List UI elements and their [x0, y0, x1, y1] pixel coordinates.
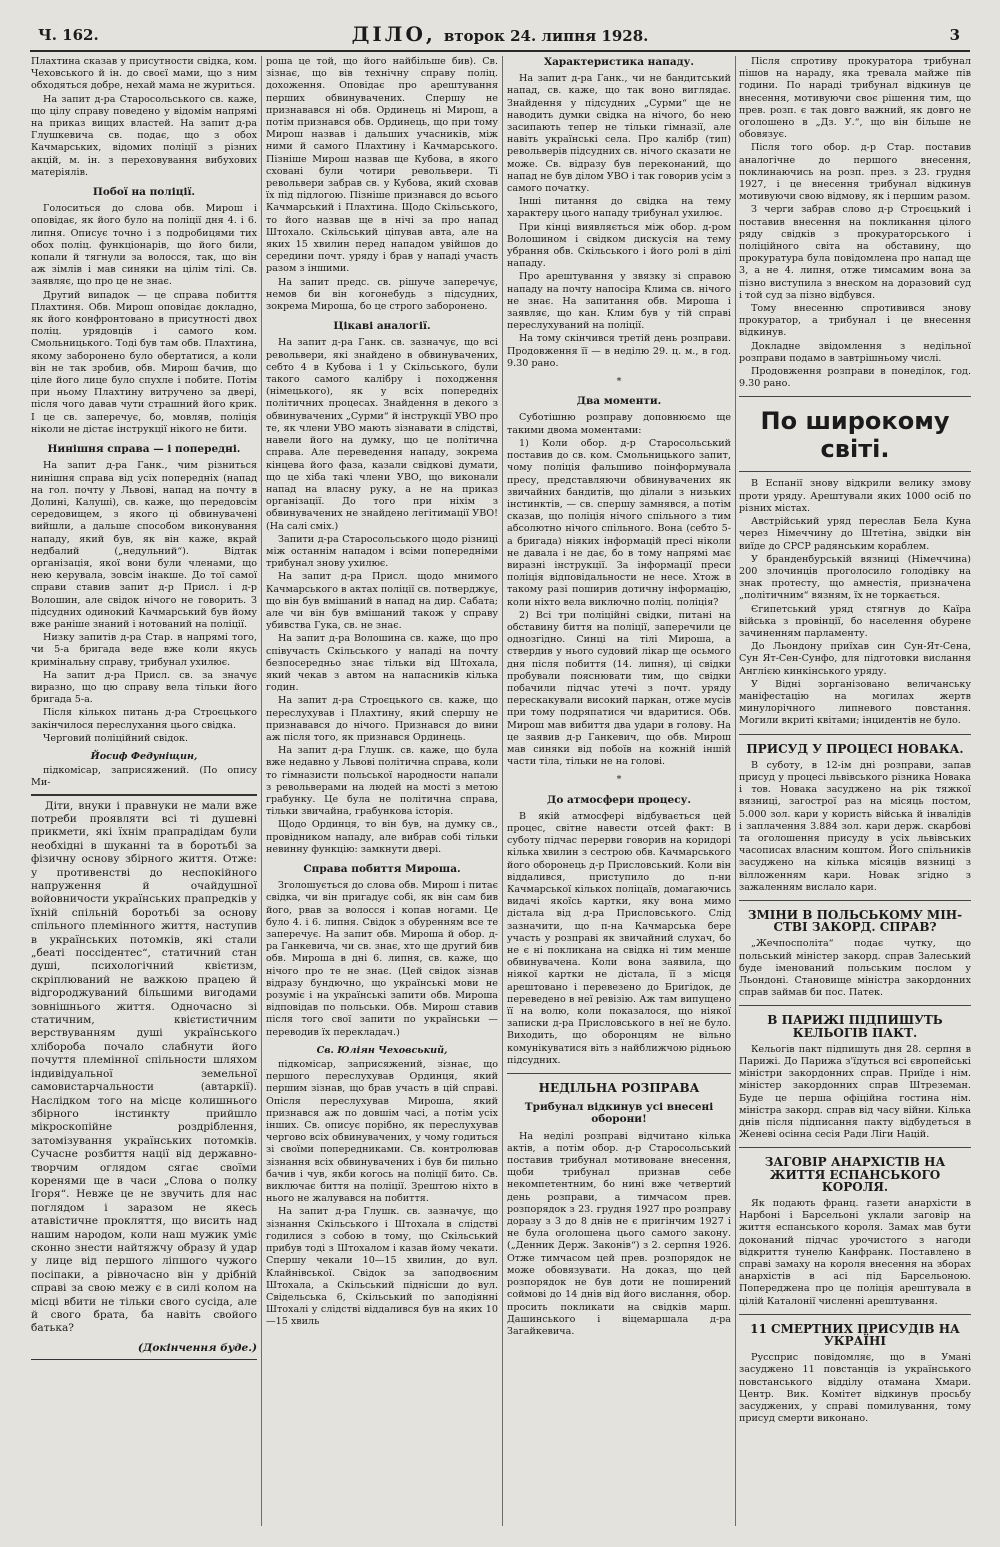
paragraph: На запит предс. св. рішуче заперечує, немов би він когонебудь з підсудних, зокрема Мироша, бо це строго заборонено. — [266, 276, 498, 313]
rule — [739, 734, 971, 735]
paragraph: На запит д-ра Строєцького св. каже, що переслухував і Плахтину, який спершу не признавався до нічого. Признався до вини аж після того, як признався Ординець. — [266, 695, 498, 743]
paragraph: Низку запитів д-ра Стар. в напрямі того, чи 5-а бригада веде вже коли якусь кримінальну справу, трибунал ухилює. — [31, 632, 257, 668]
paragraph: При кінці виявляється між обор. д-ром Волошином і свідком дискусія на тему убрання обв. Скільського і його ролі в ділі нападу. — [507, 221, 731, 270]
paragraph: На запит д-ра Ганк., чи не бандитський напад, св. каже, що так воно виглядає. Знайдення у підсудних „Сурми“ ще не наводить думки свідка на нічого, бо нею засипають тепер не тільки гімназії, але навіть українські села. Про калібр (тип) револьверів підсудних св. нічого сказати не може. Св. відразу був переконаний, що напад не був ділом УВО і так говорив усім з самого початку. — [507, 73, 731, 195]
issue-number: Ч. 162. — [38, 26, 99, 44]
witness-name: Св. Юліян Чеховський, — [316, 1044, 448, 1056]
paragraph: Докладне звідомлення з недільної розправи подамо в завтрішньому числі. — [739, 340, 971, 364]
feature-paragraph: Діти, внуки і правнуки не мали вже потреби проявляти всі ті душевні прикмети, які їхнім прапрадідам були необхідні в шуканні та в боротьбі за фізичну основу збірного життя. Отже: у противенстві до неспокійного напруження й очайдушної войовничости українських прапредків у їхній спільній боротьбі за основу спільного племінного життя, наступив в українських потомків, які стали „беаті поссідентес“, статичний стан душі, психологічний квієтизм, скріплюваний не важкою працею й відгороджуваний більшими вигодами зовнішнього життя. Одночасно зі статичним, квієтистичним верствуванням душі українського хлібороба почало слабнути його почуття племінної спільности шляхом індивідуальної земельної самовистарчальности (автаркії). Наслідком того на місце колишнього збірного інстинкту прийшло мікроскопійне роздріблення, затомізування українських потомків. Сучасне розбиття нації від державно-творчим оглядом сягає своїми коренями ще в часи „Слова о полку Ігоря“. Невже це не звучить для нас поглядом і заразом не якесь атавістичне прокляття, що висить над нашим народом, коли наш мужик уміє сконно знести найтяжчу образу й удар у лице від першого ліпшого чужого посіпаки, а рівночасно він у дрібній справі за свою межу є в силі колом на місці вбити не тільки свого сусіда, але й свого брата, ба навіть свойого батька? — [31, 799, 257, 1335]
news-item: У Відні зорганізовано величанську маніфестацію на могилах жертв минулорічного липневого повстання. Могили вкриті квітами; інцидентів не було. — [739, 678, 971, 727]
continuation-note: (Докінчення буде.) — [137, 1341, 257, 1354]
paragraph: Після того обор. д-р Стар. поставив аналогічне до першого внесення, поклинаючись на розп. през. з 23. грудня 1927, і це внесення трибунал відкинув мотивуючи свою відмову, як і першим разом. — [739, 142, 971, 203]
rule — [739, 1147, 971, 1148]
paragraph: Тому внесенню спротивився знову прокуратор, а трибунал і це внесення відкинув. — [739, 303, 971, 339]
rule — [739, 396, 971, 397]
article-heading: 11 СМЕРТНИХ ПРИСУДІВ НА УКРАЇНІ — [750, 1321, 960, 1349]
column-separator — [261, 56, 262, 1526]
paragraph: На запит д-ра Ганк. св. зазначує, що всі револьвери, які знайдено в обвинувачених, себто 4 в Кубова і 1 у Скільського, були такого самого калібру і походження (німецького), як у всіх попередніх політичних процесах. Знайдення в декого з обвинувачених „Сурми“ й інструкції УВО про те, як члени УВО мають зізнавати в слідстві, навели його на думку, що це політична справа. Але переведення нападу, зокрема кінцева його фаза, казали свідкові думати, що це хіба такі члени УВО, що виконали напад на власну руку, а не на приказ організації. До того при ніхім з обвинувачених не знайдено легітимації УВО! (На салі сміх.) — [266, 337, 498, 532]
rule — [739, 900, 971, 901]
paragraph: Черговий поліційний свідок. — [43, 732, 189, 744]
paragraph: Як подають франц. газети анархісти в Нарбоні і Барсельоні уклали заговір на життя еспанського короля. Замах мав бути доконаний підчас урочистого з нагоди відкриття тунелю Канфранк. Поставлено в справі замаху на короля внесення на зборах анархістів в асі під Барсельоною. Попереджена про це поліція арештувала в цілій Каталонії численні арештування. — [739, 1198, 971, 1307]
paragraph: На запит д-ра Глушк. св. зазначує, що зізнання Скільського і Штохала в слідстві годилися з собою в тому, що Скільський прибув тоді з Штохалом і казав йому чекати. Спершу чекали 10—15 хвилин, до вул. Клайнівської. Свідок за заподвоєним Штохала, а Скільський піднісши до вул. Свідельська 6, Скільський по заподіянні Штохалі у слідстві віддалився був на яких 10—15 хвиль — [266, 1206, 498, 1328]
feature-article — [31, 794, 257, 1361]
paragraph: На запит д-ра Глушк. св. каже, що була вже недавно у Львові політична справа, коли то гімназисти польської народности напали з револьверами на людей на мості з метою грабунку. Це була не політична справа, тільки звичайна, грабункова історія. — [266, 745, 498, 818]
paragraph: На запит д-ра Старосольського св. каже, що цілу справу поведено у відомім напрямі на приказ вищих властей. На запит д-ра Глушкевича св. подає, що з обох Качмарських, відомих поліції з різних акцій, м. ін. з переховування вибухових матеріялів. — [31, 93, 257, 178]
paragraph: 2) Всі три поліційні свідки, питані на обставину биття на поліції, заперечили це однозгідно. Синці на тілі Мироша, а ствердив у нього судовий лікар ще осьмого дня після побиття (14. липня), ці свідки пробували пояснювати тим, що свідки побачили підчас утечі з почт. уряду перескакували високий паркан, отже мусів при тому подряпатися чи вдаритися. Обв. Мирош мав вибиття два удари в голову. На це заявив д-р Ганкевич, що обв. Мирош мав синяки від побоїв на кожній іншій части тіла, тільки не на голові. — [507, 609, 731, 768]
witness-name: Йосиф Федуніщин, — [90, 750, 198, 762]
paragraph: З черги забрав слово д-р Строєцький і поставив внесення на покликання цілого ряду свідків з прокураторського і поліційного світа на обставину, що прокуратура була повідомлена про напад ще 3, а не 4. липня, отже тимсамим вона за пізно виступила з внеском на доразовий суд і той суд за пізно відбувся. — [739, 204, 971, 301]
subheading: Побої на поліції. — [92, 186, 196, 199]
paragraph: підкомісар, заприсяжений. (По опису Ми- — [31, 765, 257, 789]
subheading: Характеристика нападу. — [543, 56, 695, 68]
column-1 — [31, 56, 257, 1536]
rule — [739, 1314, 971, 1315]
paragraph: „Жечпосполіта“ подає чутку, що польський міністер закорд. справ Залеський буде іменований польським послом у Льондоні. Становище міністра закордонних справ займав би пос. Патек. — [739, 938, 971, 999]
news-item: У бранденбурській вязниці (Німеччина) 200 злочинців проголосило голодівку на знак протесту, що амнестія, призначена „політичним“ вязням, їх не торкається. — [739, 553, 971, 602]
column-4 — [739, 56, 971, 1536]
issue-date: второк 24. липня 1928. — [443, 27, 649, 45]
column-separator — [735, 56, 736, 1526]
masthead — [30, 18, 970, 52]
subheading: Справа побиття Мироша. — [303, 863, 461, 875]
paragraph: На запит д-ра Присл. щодо мнимого Качмарського в актах поліції св. потверджує, що він був вмішаний в напад на дир. Сабата; але чи він був вмішаний також у справу убивства Гука, св. не знає. — [266, 571, 498, 632]
paragraph: Кельогів пакт підпишуть дня 28. серпня в Парижі. До Парижа з'їдуться всі європейські міністри закордонних справ. Приїде і нім. міністер закордонних справ Штреземан. Буде це перша офіційна гостина нім. міністра закорд. справ від часу війни. Кілька днів після підписання пакту відбудеться в Женеві осінна сесія Ради Ліги Націй. — [739, 1043, 971, 1141]
paragraph: Продовження розправи в понеділок, год. 9.30 рано. — [739, 366, 971, 390]
rule — [739, 1005, 971, 1006]
paragraph: підкомісар, заприсяжений, зізнає, що першого переслухував Ординця, який першим зізнав, що брав участь в цій справі. Опісля переслухував Мироша, який признався аж по довшім часі, а потім усіх інших. Св. описує порібно, як переслухував чергово всіх обвинувачених, у чому годиться зі своїми попередниками. Св. контролював зізнання всіх обвинувачених і був би пильно бачив і чув, якби когось на поліції бито. Св. виключає биття на поліції. Зрештою ніхто в нього не жалувався на побиття. — [266, 1059, 498, 1205]
column-separator — [502, 56, 503, 1526]
news-item: В Еспанії знову відкрили велику змову проти уряду. Арештували яких 1000 осіб по різних містах. — [739, 478, 971, 514]
paper-title: ДІЛО, — [351, 22, 436, 46]
paragraph: На запит д-ра Ганк., чим різниться нинішня справа від усіх попередніх (напад на гол. почту у Львові, напад на почту в Долині, Калуші), св. каже, що передовсім середовищем, з якого ці обвинувачені вийшли, а дальше способом виконування нападу, який був, як він каже, вкрай недбалий („недульний“). Відтак організація, якої вони були членами, що нею керувала, зовсім інакше. До тої самої справи ставив запит д-р Присл. і д-р Волошин, але свідок нічого не говорить. З підсудних одинокий Качмарський був йому вже раніше знаний і нотований на поліції. — [31, 460, 257, 630]
paragraph: На запит д-ра Волошина св. каже, що про співучасть Скільського у нападі на почту безпосередньо знає тільки від Штохала, який чекав з автом на напасників кілька годин. — [266, 633, 498, 694]
news-item: Австрійський уряд переслав Бела Куна через Німеччину до Штетіна, звідки він виїде до СРСР радянським кораблем. — [739, 516, 971, 552]
article-heading: НЕДІЛЬНА РОЗПРАВА — [538, 1081, 700, 1096]
paragraph: 1) Коли обор. д-р Старосольський поставив до св. ком. Смольницького запит, чому поліція фальшиво поінформувала пресу, представляючи обвинувачених як звичайних бандитів, що ділали з низьких інстинктів, — св. спершу замнявся, а потім сказав, що поліція нічого спільного з тим абсолютно нічого спільного. Вона (себто 5-а бригада) ніяких інформацій пресі ніколи не давала і не дає, бо в тому напрямі має виразні інструкції. За інформації преси поліція відповідальности не несе. Хтож в такому разі поширив дотичну інформацію, коли ніхто вела виключно поліц. поліція? — [507, 437, 731, 608]
paragraph: Другий випадок — це справа побиття Плахтиня. Обв. Мирош оповідає докладно, як його конфронтовано в присутності двох поліц. урядовців і самого ком. Смольницького. Тоді був там обв. Плахтина, якому заборонено було обертатися, а коли він не так зробив, обв. Мирош бачив, що ціле його лице було спухле і побите. Потім при ньому Плахтину витручено за двері, після чого давав чути страшний його крик. І це св. заперечує, бо, мовляв, поліція ніколи не дістає інструкції нікого не бити. — [31, 289, 257, 435]
rule — [507, 1073, 731, 1074]
paragraph: Руссприс повідомляє, що в Умані засуджено 11 повстанців із українського повстанського відділу отамана Хмари. Центр. Вик. Комітет відкинув просьбу засуджених, у справі помилування, тому присуд смерти виконано. — [739, 1352, 971, 1425]
paragraph: Голоситься до слова обв. Мирош і оповідає, як його було на поліції дня 4. і 6. липня. Описує точно і з подробицями тих обох поліц. функціонарів, що його били, копали й тягнули за волосся, так, що він аж зімлів і мав синяки на цілім тілі. Св. заявляє, що про це не знає. — [31, 203, 257, 288]
article-heading: ЗМІНИ В ПОЛЬСЬКОМУ МІН-СТВІ ЗАКОРД. СПРАВ? — [747, 907, 963, 935]
paragraph: Щодо Ординця, то він був, на думку св., провідником нападу, але вибрав собі тільки невинну функцію: замкнути двері. — [266, 819, 498, 855]
paragraph: Після кількох питань д-ра Строєцького закінчилося переслухання цього свідка. — [31, 707, 257, 731]
paragraph: В суботу, в 12-ім дні розправи, запав присуд у процесі львівського різника Новака і тов. Новака засуджено на рік тяжкої вязниці, загострої раз на місяць постом, 5.000 зол. кари у користь війська й інвалідів і заплачення 3.884 зол. кари держ. скарбові та оголошення присуду в усіх львівських часописах власним коштом. Його спільників засуджено на кілька місяців вязниці з вілложенням кари. Новак згідно з зажаленням вислало кари. — [739, 759, 971, 893]
subheading: Цікаві аналогії. — [333, 320, 431, 333]
paragraph: Після спротиву прокуратора трибунал пішов на нараду, яка тревала майже пів години. По нараді трибунал відкинув це внесення, мотивуючи своє рішення тим, що прев. розп. є так довго важний, як довго не оголошено в „Дз. У.“, що він більше не обовязує. — [739, 56, 971, 141]
article-heading: В ПАРИЖІ ПІДПИШУТЬ КЕЛЬОГІВ ПАКТ. — [767, 1013, 943, 1040]
column-2 — [266, 56, 498, 1536]
column-3 — [507, 56, 731, 1536]
paragraph: роша це той, що його найбільше бив). Св. зізнає, що вів технічну справу поліц. дохоження. Оповідає про арештування перших обвинувачених. Спершу не признавався ні обв. Ординець ні Мирош, а потім признався обв. Ординець, що при тому Мирош назвав і дальших учасників, між ними й самого Плахтину і Качмарського. Пізніше Мирош назвав ще Кубова, в якого сховані були чотири револьвери. Ті револьвери забрав св. у Кубова, який сховав їх під підлогою. Пізніше признався до всього Качмарський і Плахтина. Щодо Скільського, то його назвав ще в нічі за про напад Штохало. Скільський ціпував авта, але на яких 15 хвилин перед нападом увійшов до середини почт. уряду і брав у нападі участь разом з іншими. — [266, 56, 498, 275]
article-heading: ПРИСУД У ПРОЦЕСІ НОВАКА. — [746, 741, 964, 756]
article-subheading: Трибунал відкинув усі внесені оборони! — [524, 1101, 714, 1126]
paragraph: На неділі розправі відчитано кілька актів, а потім обор. д-р Старосольський поставив трибунал мотивоване внесення, щоби трибунал признав себе некомпетентним, бо нині вже четвертий день розправи, а тимчасом прев. розпорядок з 23. грудня 1927 про розправу доразу з 3 до 8 днів не є пригінчим 1927 і не була оголошена цього самого закону. („Денник Держ. Законів“) з 2. серпня 1926. Отже тимчасом цей прев. розпорядок не може обовязувати. На доказ, що цей розпорядок не був доти не поширений соймові до 14 днів від його вислання, обор. просить покликати на свідків марш. Дашинського і віцемаршала д-ра Загайкевича. — [507, 1130, 731, 1337]
paragraph: Плахтина сказав у присутности свідка, ком. Чеховського й ін. до своєї мами, що з ним обходяться добре, нехай мама не журиться. — [31, 56, 257, 92]
paragraph: На запит д-ра Присл. св. за значує виразно, що цю справу вела тільки його бригада 5-а. — [31, 669, 257, 706]
section-divider: * — [616, 376, 622, 388]
rule — [739, 471, 971, 472]
section-divider: * — [616, 774, 622, 786]
news-item: До Льондону приїхав син Сун-Ят-Сена, Сун Ят-Сен-Сунфо, для підготовки вислання Англією кинкінського уряду. — [739, 641, 971, 677]
paragraph: Інші питання до свідка на тему характеру цього нападу трибунал ухилює. — [507, 196, 731, 220]
paragraph: Суботішню розправу доповнюємо ще такими двома моментами: — [507, 412, 731, 436]
page-number: 3 — [949, 26, 960, 44]
paragraph: Зголошується до слова обв. Мирош і питає свідка, чи він пригадує собі, як він сам бив його, рвав за волосся і копав ногами. Це було 4. і 6. липня. Свідок з обуренням все те заперечує. На запит обв. Мироша й обор. д-ра Ганкевича, чи св. знає, хто ще другий бив обв. Мироша в дні 6. липня, св. каже, що нічого про те не знає. (Цей свідок зізнав відразу бундючно, що українські мови не розуміє і на українські запити обв. Мироша відповідав по польськи. Обв. Мирош ставив після того свої запити по українськи — переводив їх перекладач.) — [266, 880, 498, 1038]
masthead-center — [30, 22, 970, 46]
article-heading: ЗАГОВІР АНАРХІСТІВ НА ЖИТТЯ ЕСПАНСЬКОГО КОРОЛЯ. — [764, 1155, 946, 1194]
section-heading-world-news: По широкому світі. — [760, 407, 950, 464]
paragraph: На тому скінчився третій день розправи. Продовження її — в неділю 29. ц. м., в год. 9.30 рано. — [507, 333, 731, 369]
paragraph: Запити д-ра Старосольського щодо різниці між останнім нападом і всіми попередніми трибунал знову ухилює. — [266, 533, 498, 570]
subheading: Два моменти. — [576, 395, 662, 408]
paragraph: Про арештування у звязку зі справою нападу на почту напосіра Клима св. нічого не знає. На запитання обв. Мироша і заявляє, що кан. Клим був у тій справі переслухуваний на поліції. — [507, 271, 731, 332]
subheading: Нинішня справа — і попередні. — [47, 443, 241, 456]
news-item: Єгипетський уряд стягнув до Каїра війська з провінції, бо населення обурене зачиненням парламенту. — [739, 603, 971, 639]
subheading: До атмосфери процесу. — [547, 793, 691, 806]
paragraph: В якій атмосфері відбувається цей процес, світне навести отсей факт: В суботу підчас перерви говорив на коридорі кілька хвилин з сестрою обв. Качмарського його оборонець д-р Присловський. Коли він віддалився, приступило до п-ни Качмарської кількох поліцаїв, домагаючись видачі якоїсь картки, яку вона мимо дістала від д-ра Присловського. Слід зазначити, що п-на Качмарська бере участь у розправі як звичайний слухач, бо не є ні покликана на свідка ні тим менше обвинувачена. Коли вона заявила, що ніякої картки не дістала, її з місця арештовано і перевезено до Бригідок, де переведено в неї ревізію. Аж там випущено її на волю, коли показалося, що ніякої записки д-ра Присловського в неї не було. Виходить, що оборонцям не вільно комунікуватися віть з найближчою рідньою підсудних. — [507, 810, 731, 1066]
